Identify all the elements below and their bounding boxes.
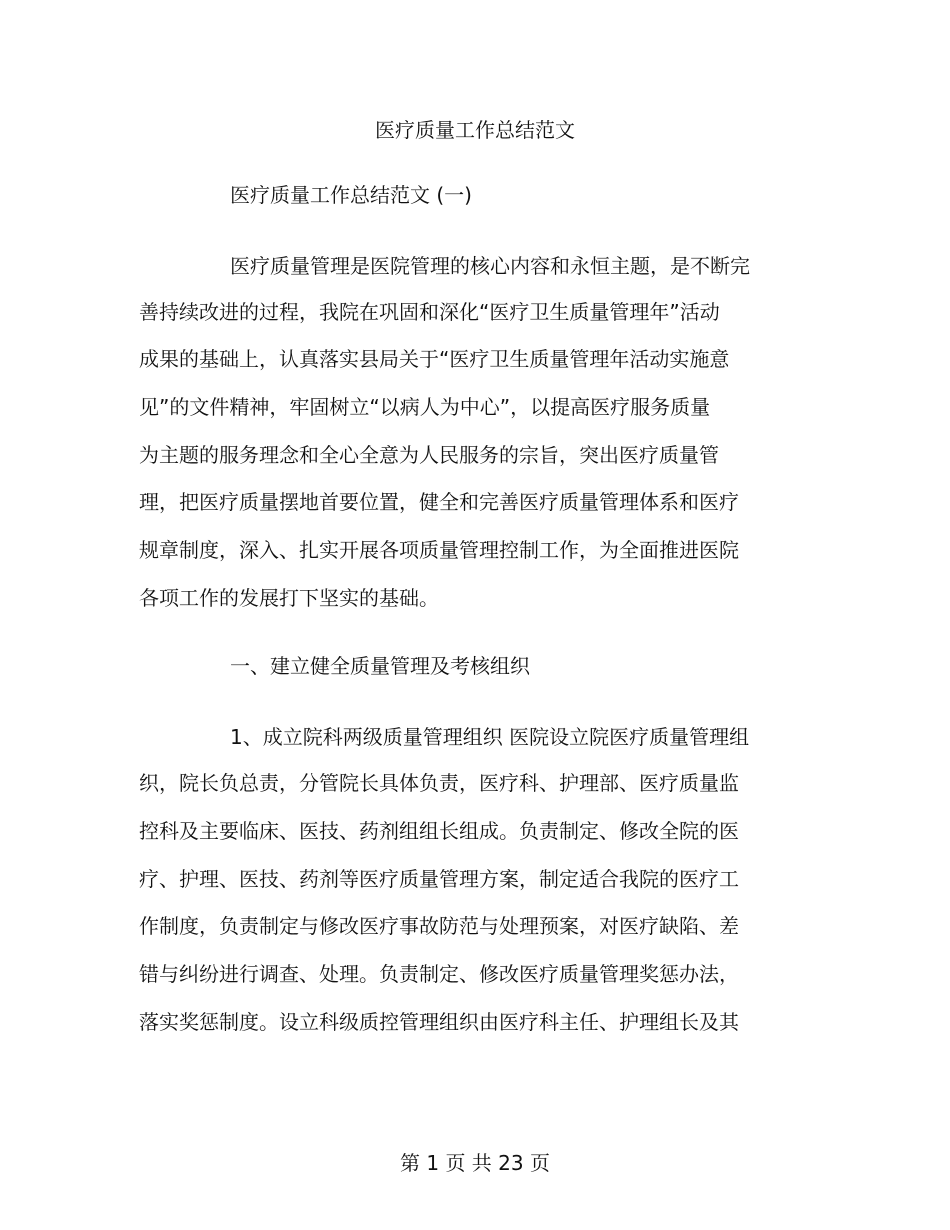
paragraph-line: 见”的文件精神，牢固树立“以病人为中心”，以提高医疗服务质量 (139, 395, 711, 419)
document-title: 医疗质量工作总结范文 (375, 118, 575, 142)
paragraph-line: 为主题的服务理念和全心全意为人民服务的宗旨，突出医疗质量管 (139, 443, 719, 467)
paragraph-line: 规章制度，深入、扎实开展各项质量管理控制工作，为全面推进医院 (139, 538, 739, 562)
paragraph-line: 1、成立院科两级质量管理组织 医院设立院医疗质量管理组 (230, 725, 750, 749)
paragraph-line: 织，院长负总责，分管院长具体负责，医疗科、护理部、医疗质量监 (139, 771, 739, 795)
paragraph-line: 善持续改进的过程，我院在巩固和深化“医疗卫生质量管理年”活动 (139, 300, 720, 324)
document-subtitle: 医疗质量工作总结范文 (一) (230, 183, 472, 207)
paragraph-line: 控科及主要临床、医技、药剂组组长组成。负责制定、修改全院的医 (139, 819, 739, 843)
paragraph-line: 各项工作的发展打下坚实的基础。 (139, 586, 439, 610)
paragraph-line: 作制度，负责制定与修改医疗事故防范与处理预案，对医疗缺陷、差 (139, 914, 739, 938)
paragraph-line: 医疗质量管理是医院管理的核心内容和永恒主题，是不断完 (230, 254, 750, 278)
paragraph-line: 成果的基础上，认真落实县局关于“医疗卫生质量管理年活动实施意 (139, 347, 730, 371)
paragraph-line: 错与纠纷进行调查、处理。负责制定、修改医疗质量管理奖惩办法， (139, 962, 739, 986)
page-footer: 第 1 页 共 23 页 (400, 1151, 550, 1175)
paragraph-line: 理，把医疗质量摆地首要位置，健全和完善医疗质量管理体系和医疗 (139, 490, 739, 514)
paragraph-line: 落实奖惩制度。设立科级质控管理组织由医疗科主任、护理组长及其 (139, 1010, 739, 1034)
section-heading: 一、建立健全质量管理及考核组织 (230, 654, 530, 678)
paragraph-line: 疗、护理、医技、药剂等医疗质量管理方案，制定适合我院的医疗工 (139, 867, 739, 891)
